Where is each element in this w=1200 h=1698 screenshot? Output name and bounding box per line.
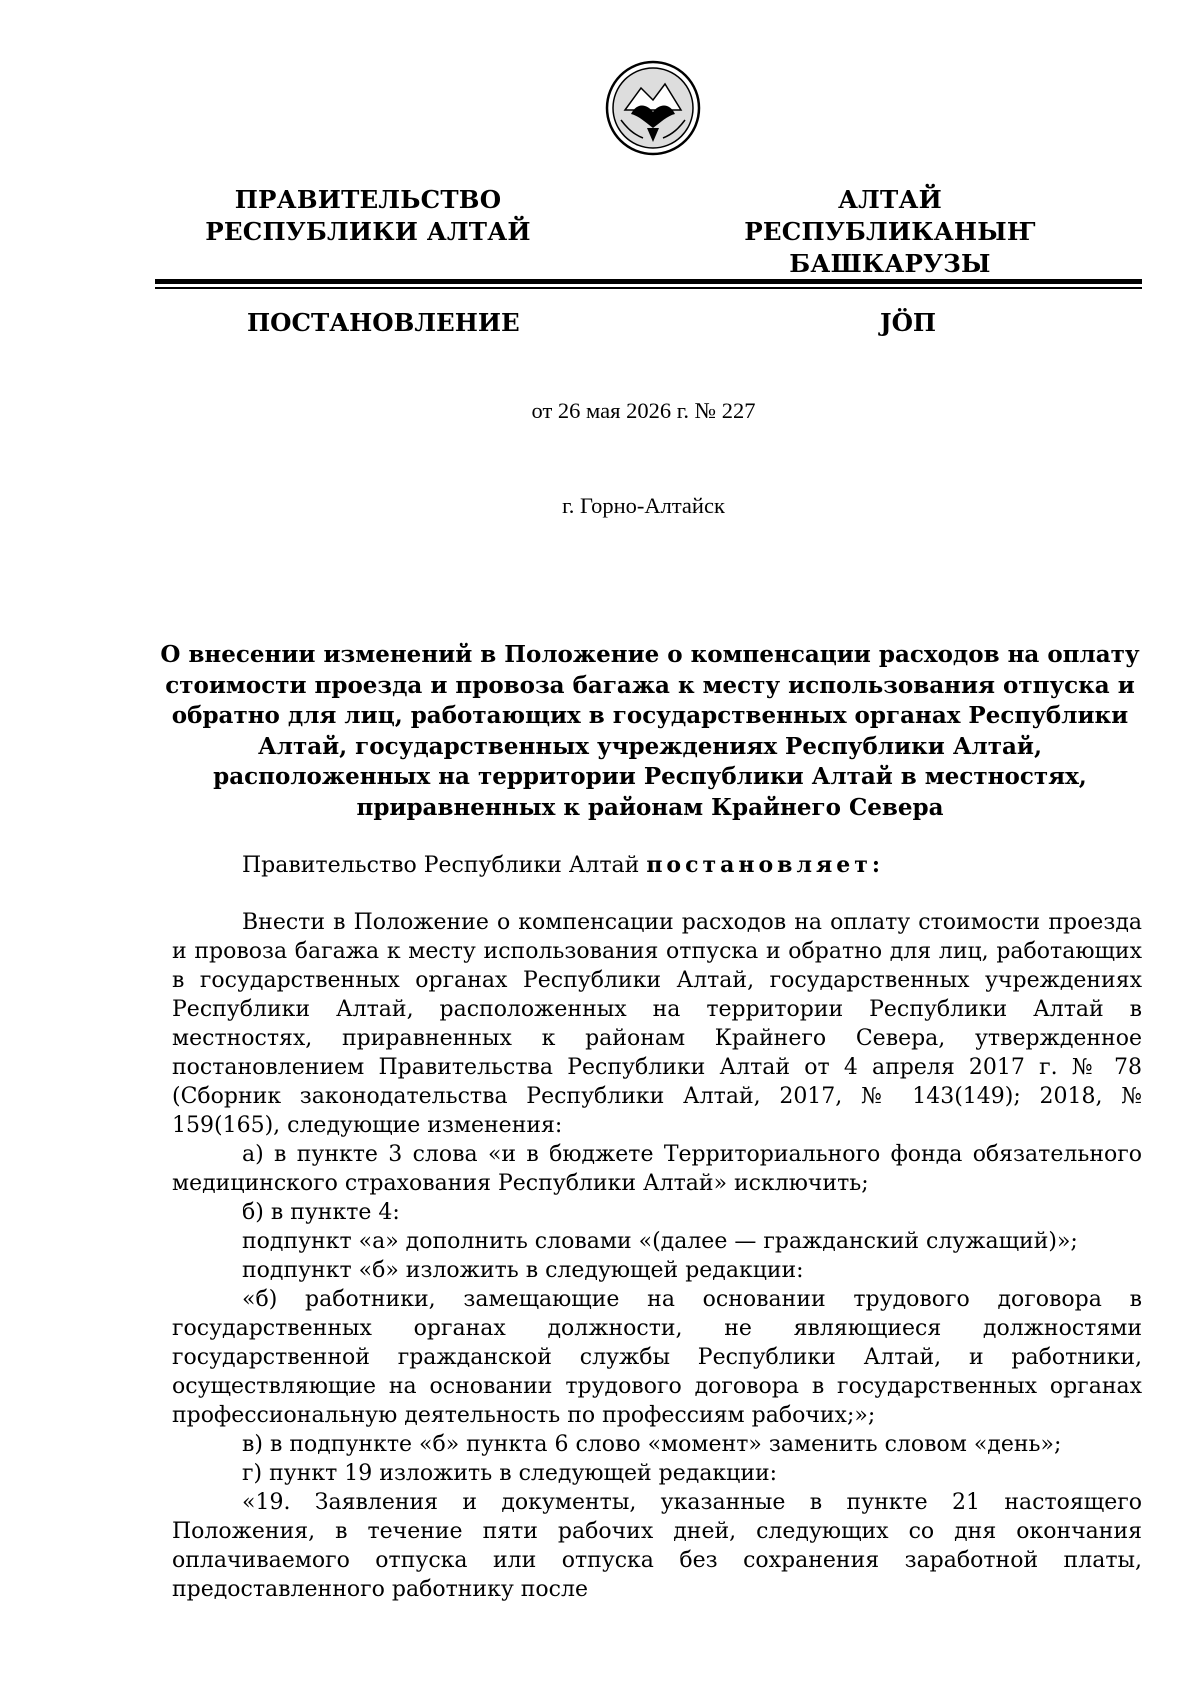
body-paragraph: г) пункт 19 изложить в следующей редакции: bbox=[242, 1461, 778, 1486]
doc-type-russian: ПОСТАНОВЛЕНИЕ bbox=[247, 308, 520, 337]
body-paragraph: подпункт «а» дополнить словами «(далее — гражданский служащий)»; bbox=[242, 1229, 1078, 1254]
body-paragraph: Внести в Положение о компенсации расходов на оплату стоимости проезда и провоза багажа к месту использования отпуска и обратно для лиц, работающих в государственных органах Республики Алтай, государственных учреждениях Республики Алтай, расположенных на территории Республики Алтай в местностях, приравненных к районам Крайнего Севера, утвержденное постановлением Правительства Республики Алтай от 4 апреля 2017 г. № 78 (Сборник законодательства Республики Алтай, 2017, № 143(149); 2018, № 159(165), следующие изменения: bbox=[172, 910, 1142, 1138]
body-paragraph: «б) работники, замещающие на основании трудового договора в государственных органах должности, не являющиеся должностями государственной гражданской службы Республики Алтай, и работники, осуществляющие на основании трудового договора в государственных органах профессиональную деятельность по профессиям рабочих;»; bbox=[172, 1287, 1142, 1428]
issuer-line-1: ПРАВИТЕЛЬСТВО bbox=[234, 185, 502, 214]
issuer-altai-line-2: БАШКАРУЗЫ bbox=[789, 249, 991, 278]
body-paragraph: в) в подпункте «б» пункта 6 слово «момент» заменить словом «день»; bbox=[242, 1432, 1062, 1457]
issuer-line-2: РЕСПУБЛИКИ АЛТАЙ bbox=[205, 217, 531, 246]
issuer-altai-line-1: АЛТАЙ РЕСПУБЛИКАНЫҤ bbox=[744, 185, 1036, 246]
body-paragraph: а) в пункте 3 слова «и в бюджете Территориального фонда обязательного медицинского страхования Республики Алтай» исключить; bbox=[172, 1142, 1142, 1196]
header-rule-thin bbox=[155, 287, 1142, 289]
body-paragraph: подпункт «б» изложить в следующей редакции: bbox=[242, 1258, 804, 1283]
issuer-name-russian bbox=[188, 184, 548, 248]
city-line: г. Горно-Алтайск bbox=[562, 493, 725, 518]
document-title: О внесении изменений в Положение о компенсации расходов на оплату стоимости проезда и провоза багажа к месту использования отпуска и обратно для лиц, работающих в государственных органах Республики Алтай, государственных учреждениях Республики Алтай, расположенных на территории Республики Алтай в местностях, приравненных к районам Крайнего Севера bbox=[160, 641, 1140, 821]
resolution-verb: постановляет: bbox=[646, 852, 884, 878]
document-body bbox=[172, 908, 1142, 1604]
resolution-subject: Правительство Республики Алтай bbox=[242, 853, 647, 878]
body-paragraph: б) в пункте 4: bbox=[242, 1200, 400, 1225]
coat-of-arms-emblem bbox=[603, 58, 703, 158]
doc-type-altai: ЈӦП bbox=[880, 308, 937, 337]
header-rule-thick bbox=[155, 279, 1142, 284]
issuer-name-altai bbox=[700, 184, 1080, 280]
body-paragraph: «19. Заявления и документы, указанные в пункте 21 настоящего Положения, в течение пяти рабочих дней, следующих со дня окончания оплачиваемого отпуска или отпуска без сохранения заработной платы, предоставленного работнику после bbox=[172, 1490, 1142, 1602]
resolution-line bbox=[242, 852, 884, 878]
date-and-number: от 26 мая 2026 г. № 227 bbox=[531, 398, 756, 423]
